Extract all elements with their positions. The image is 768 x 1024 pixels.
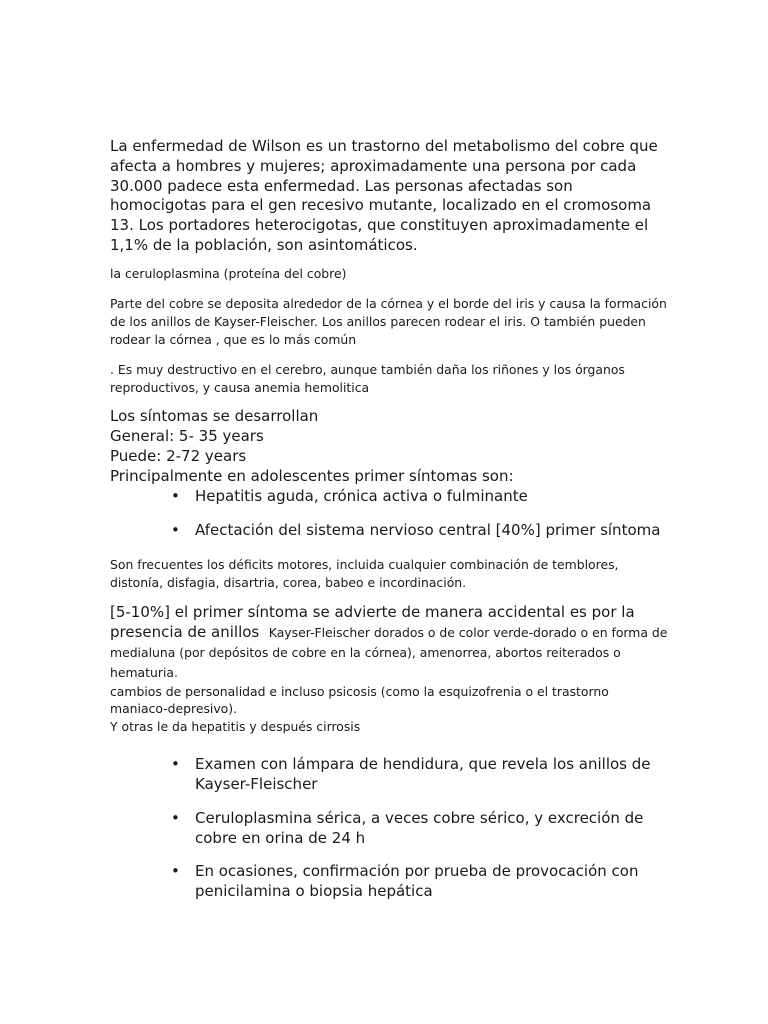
motor-deficits-paragraph: Son frecuentes los déficits motores, incluida cualquier combinación de temblores, distonía, disfagia, disartria, corea, babeo e incordinación. [110, 557, 619, 590]
ceruloplasmina-note: la ceruloplasmina (proteína del cobre) [110, 265, 347, 281]
list-item [110, 755, 670, 795]
list-item-text: Ceruloplasmina sérica, a veces cobre sérico, y excreción de cobre en orina de 24 h [195, 808, 644, 847]
symptoms-list [110, 487, 670, 542]
accidental-rest-text: Kayser-Fleischer dorados o de color verde-dorado o en forma de medialuna (por depósitos de cobre en la córnea), amenorrea, abortos reiterados o hematuria. [110, 625, 668, 680]
list-item [110, 809, 670, 849]
list-item [110, 862, 670, 902]
document-page [110, 137, 670, 902]
hepatitis-cirrhosis-text: Y otras le da hepatitis y después cirrosis [110, 718, 361, 734]
symptoms-possible-age: Puede: 2-72 years [110, 446, 247, 465]
bullet-icon: • [171, 862, 180, 881]
list-item-text: Hepatitis aguda, crónica activa o fulminante [195, 486, 528, 505]
list-item [110, 487, 670, 507]
symptoms-heading: Los síntomas se desarrollan [110, 407, 319, 426]
list-item [110, 521, 670, 541]
cornea-paragraph: Parte del cobre se deposita alrededor de la córnea y el borde del iris y causa la formación de los anillos de Kayser-Fleischer. Los anillos parecen rodear el iris. O también pueden rodear la córnea , que es lo más común [110, 296, 667, 347]
list-item-text: Examen con lámpara de hendidura, que revela los anillos de Kayser-Fleischer [195, 755, 651, 794]
accidental-finding-paragraph [110, 603, 670, 682]
exams-list [110, 755, 670, 902]
bullet-icon: • [171, 755, 180, 774]
accidental-lead-text: [5-10%] el primer síntoma se advierte de manera accidental es por la presencia de anillos [110, 603, 635, 642]
list-item-text: En ocasiones, confirmación por prueba de provocación con penicilamina o biopsia hepática [195, 862, 639, 901]
symptoms-general-age: General: 5- 35 years [110, 427, 264, 446]
personality-changes-text: cambios de personalidad e incluso psicosis (como la esquizofrenia o el trastorno maniaco-depresivo). [110, 683, 609, 717]
bullet-icon: • [171, 486, 180, 505]
bullet-icon: • [171, 808, 180, 827]
intro-paragraph: La enfermedad de Wilson es un trastorno del metabolismo del cobre que afecta a hombres y mujeres; aproximadamente una persona por cada 30.000 padece esta enfermedad. Las personas afectadas son homocigotas para el gen recesivo mutante, localizado en el cromosoma 13. Los portadores heterocigotas, que constituyen aproximadamente el 1,1% de la población, son asintomáticos. [110, 137, 658, 254]
symptoms-intro-line: Principalmente en adolescentes primer síntomas son: [110, 466, 514, 485]
list-item-text: Afectación del sistema nervioso central [40%] primer síntoma [195, 521, 661, 540]
bullet-icon: • [171, 521, 180, 540]
destructive-paragraph: . Es muy destructivo en el cerebro, aunque también daña los riñones y los órganos reproductivos, y causa anemia hemolitica [110, 362, 625, 395]
